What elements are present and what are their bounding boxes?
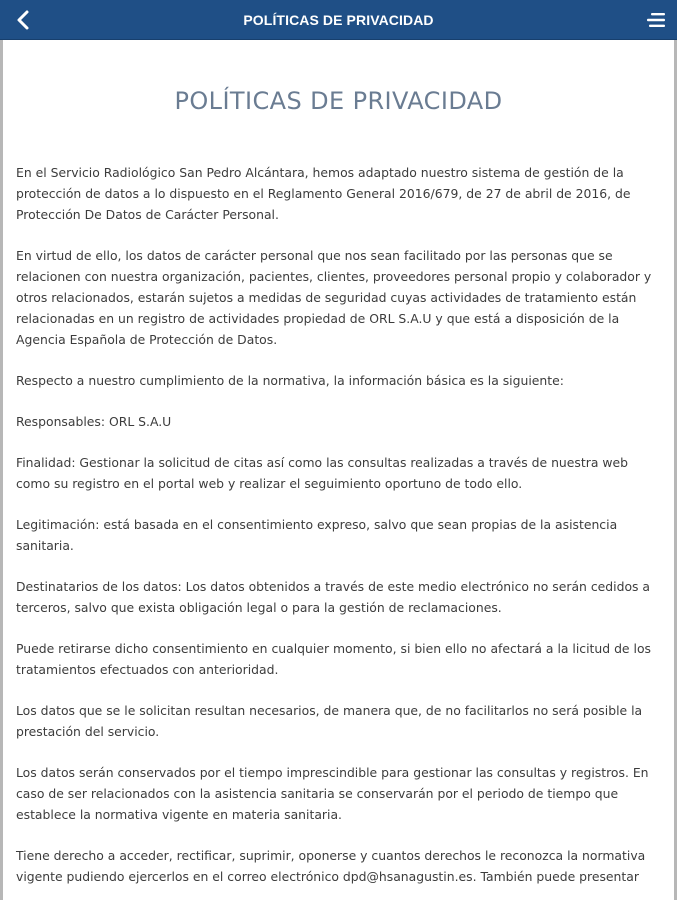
menu-lines-icon [645, 9, 667, 31]
content-area[interactable] [0, 40, 677, 900]
paragraph: Los datos serán conservados por el tiempo imprescindible para gestionar las consultas y registros. En caso de ser relacionados con la asistencia sanitaria se conservarán por el periodo de tiempo que establece la normativa vigente en materia sanitaria. [16, 765, 649, 822]
paragraph: Respecto a nuestro cumplimiento de la normativa, la información básica es la siguiente: [16, 373, 564, 388]
paragraph: Destinatarios de los datos: Los datos obtenidos a través de este medio electrónico no serán cedidos a terceros, salvo que exista obligación legal o para la gestión de reclamaciones. [16, 579, 651, 615]
policy-text [16, 162, 656, 900]
menu-button[interactable] [645, 9, 667, 31]
paragraph: Puede retirarse dicho consentimiento en cualquier momento, si bien ello no afectará a la licitud de los tratamientos efectuados con anterioridad. [16, 641, 651, 677]
paragraph: Finalidad: Gestionar la solicitud de citas así como las consultas realizadas a través de nuestra web como su registro en el portal web y realizar el seguimiento oportuno de todo ello. [16, 455, 628, 491]
page-title: POLÍTICAS DE PRIVACIDAD [174, 87, 503, 115]
paragraph: En el Servicio Radiológico San Pedro Alcántara, hemos adaptado nuestro sistema de gestión de la protección de datos a lo dispuesto en el Reglamento General 2016/679, de 27 de abril de 2016, de Protección De Datos de Carácter Personal. [16, 165, 631, 222]
app-bar-title: POLÍTICAS DE PRIVACIDAD [243, 12, 434, 28]
paragraph: Tiene derecho a acceder, rectificar, suprimir, oponerse y cuantos derechos le reconozca la normativa vigente pudiendo ejercerlos en el correo electrónico dpd@hsanagustin.es. También puede presentar [16, 848, 646, 884]
paragraph: Los datos que se le solicitan resultan necesarios, de manera que, de no facilitarlos no será posible la prestación del servicio. [16, 703, 643, 739]
paragraph: Responsables: ORL S.A.U [16, 414, 172, 429]
paragraph: Legitimación: está basada en el consentimiento expreso, salvo que sean propias de la asistencia sanitaria. [16, 517, 618, 553]
top-app-bar [0, 0, 677, 40]
paragraph: En virtud de ello, los datos de carácter personal que nos sean facilitado por las personas que se relacionen con nuestra organización, pacientes, clientes, proveedores personal propio y colaborador y otros relacionados, estarán sujetos a medidas de seguridad cuyas actividades de tratamiento están relacionadas en un registro de actividades propiedad de ORL S.A.U y que está a disposición de la Agencia Española de Protección de Datos. [16, 248, 652, 347]
